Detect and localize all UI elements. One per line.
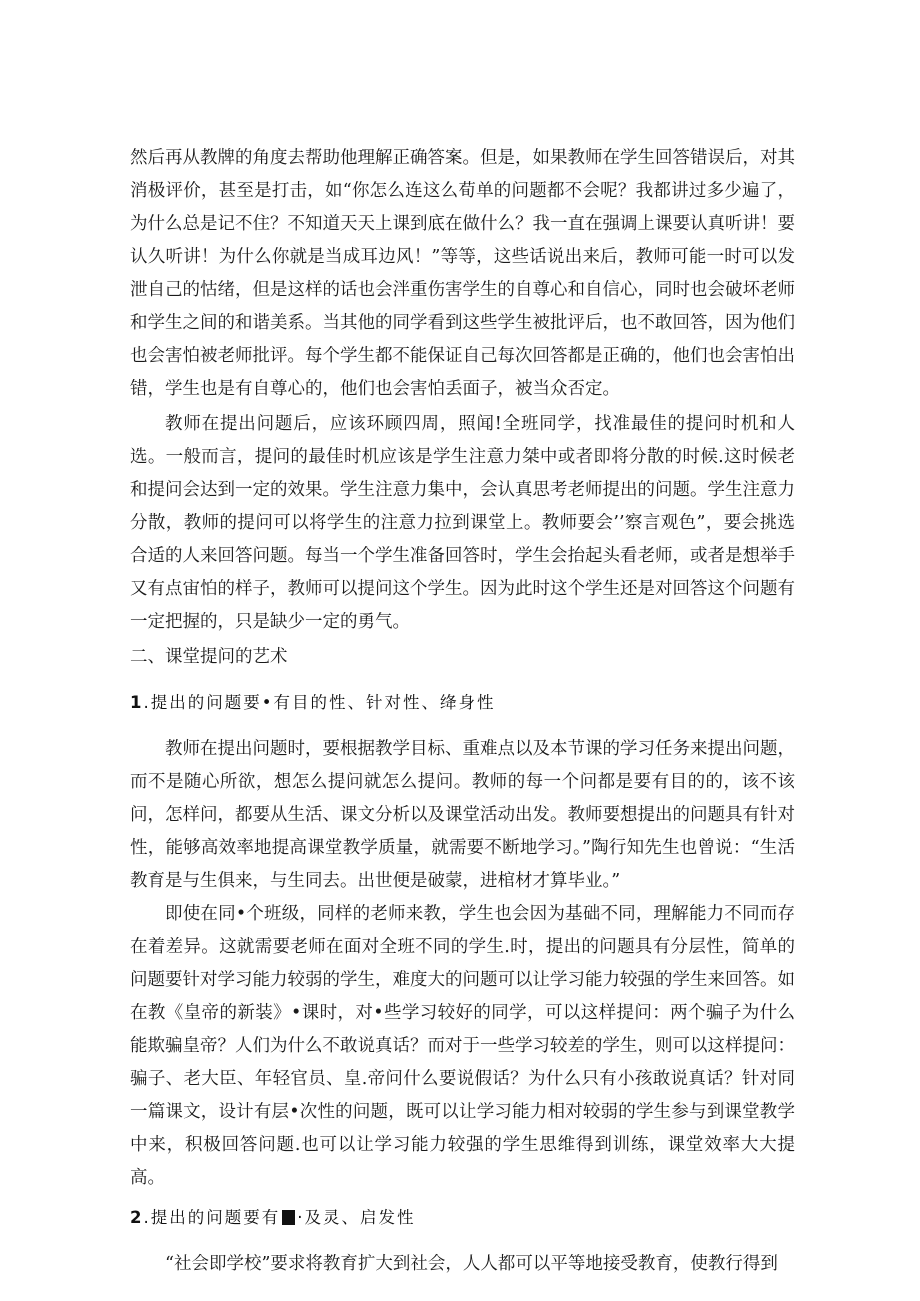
paragraph-2: 教师在提出问题后，应该环顾四周，照闻!全班同学，找准最佳的提问时机和人选。一般而言，提问的最佳时机应该是学生注意力桀中或者即将分散的时候.这时候老和提问会达到一定的效果。学生注意力集中，会认真思考老师提出的问题。学生注意力分散，教师的提问可以将学生的注意力拉到课堂上。教师要会’’察言观色”，要会挑选合适的人来回答问题。每当一个学生准备回答时，学生会抬起头看老师，或者是想举手又有点宙怕的样子，教师可以提问这个学生。因为此时这个学生还是对回答这个问题有一定把握的，只是缺少一定的勇气。 — [130, 414, 795, 632]
sub-heading-2-number: 2 — [130, 1208, 142, 1227]
black-block-glyph — [282, 1210, 295, 1225]
paragraph-1: 然后再从教牌的角度去帮助他理解正确答案。但是，如果教师在学生回答错误后，对其消极评价，甚至是打击，如“你怎么连这么荀单的问题都不会呢？我都讲过多少遍了，为什么总是记不住？不知道天天上课到底在做什么？我一直在强调上课要认真听讲！要认久听讲！为什么你就是当成耳边风！”等等，这些话说出来后，教师可能一时可以发泄自己的怙绪，但是这样的话也会泮重伤害学生的自尊心和自信心，同时也会破坏老师和学生之间的和谐美系。当其他的同学看到这些学生被批评后，也不敢回答，因为他们也会害怕被老师批评。每个学生都不能保证自己每次回答都是正确的，他们也会害怕出错，学生也是有自尊心的，他们也会害怕丢面子，被当众否定。 — [130, 148, 795, 399]
sub-heading-2 — [130, 1197, 795, 1248]
section-heading-2: 二、课堂提问的艺术 — [130, 647, 288, 667]
paragraph-4: 即使在同•个班级，同样的老师来教，学生也会因为基础不同，理解能力不同而存在着差异。这就需要老师在面对全班不同的学生.时，提出的问题具有分层性，简单的问题要针对学习能力较弱的学生，难度大的问题可以让学习能力较强的学生来回答。如在教《皇帝的新装》•课时，对•些学习较好的同学，可以这样提问：两个骗子为什么能欺骗皇帝？人们为什么不敢说真话？而对于一些学习较差的学生，则可以这样提问：骗子、老大臣、年轻官员、皇.帝问什么要说假话？为什么只有小孩敢说真话？针对同一篇课文，设计有层•次性的问题，既可以让学习能力相对较弱的学生参与到课堂教学中来，积极回答问题.也可以让学习能力较强的学生思维得到训练，课堂效率大大提高。 — [130, 904, 795, 1188]
paragraph-3: 教师在提出问题时，要根据教学目标、重难点以及本节课的学习任务来提出问题，而不是随心所欲，想怎么提问就怎么提问。教师的每一个问都是要有目的的，该不该问，怎样问，都要从生活、课文分析以及课堂活动出发。教师要想提出的问题具有针对性，能够高效率地提高课堂教学质量，就需要不断地学习。”陶行知先生也曾说：“生活教育是与生俱来，与生同去。出世便是破蒙，进棺材才算毕业。” — [130, 739, 795, 891]
paragraph-5: “社会即学校”要求将教育扩大到社会，人人都可以平等地接受教育，使教行得到 — [165, 1254, 778, 1274]
sub-heading-2-text-b: ·及灵、启发性 — [297, 1208, 416, 1227]
sub-heading-2-text-a: .提出的问题要有 — [143, 1208, 281, 1227]
sub-heading-1-number: 1 — [130, 693, 142, 712]
sub-heading-1-text: .提出的问题要•有目的性、针对性、绛身性 — [143, 693, 496, 712]
sub-heading-1 — [130, 682, 795, 733]
document-page — [130, 142, 795, 1281]
